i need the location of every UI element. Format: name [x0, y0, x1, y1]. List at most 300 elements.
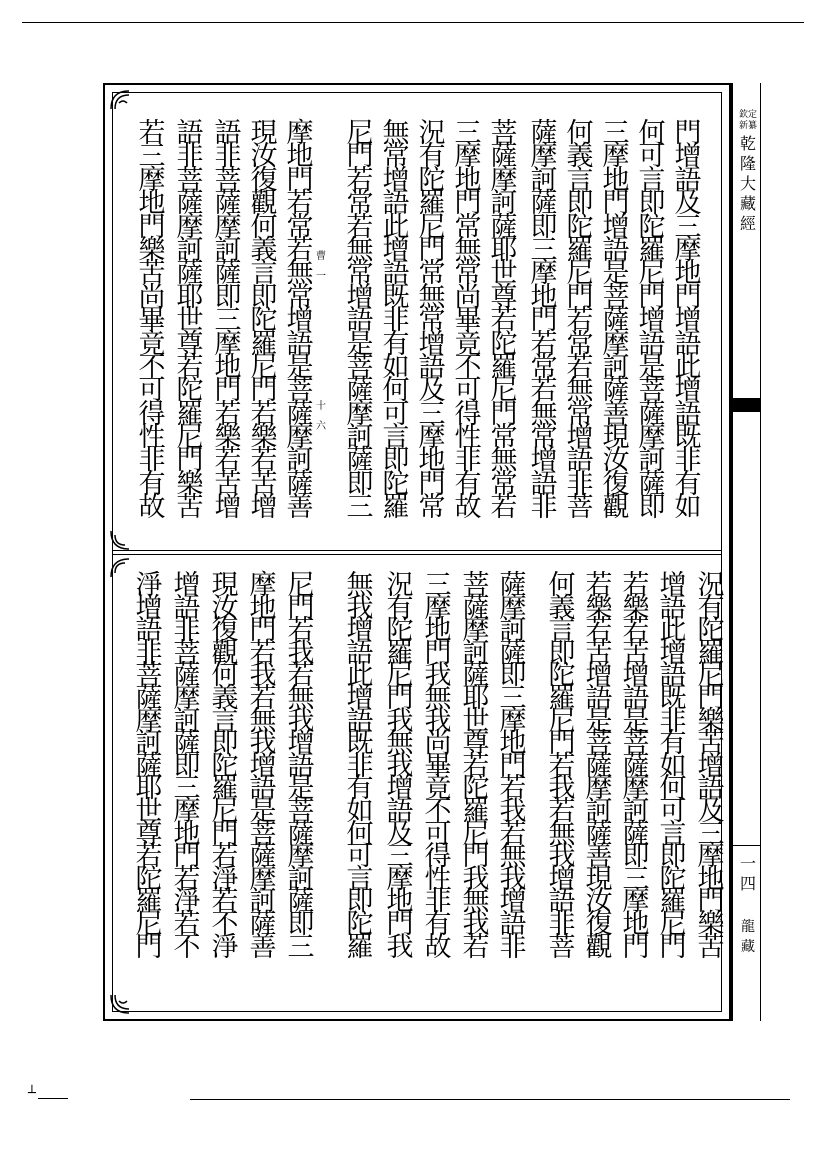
glyph: 有 [386, 592, 414, 624]
glyph: 曹 [316, 251, 326, 262]
glyph: 菩 [286, 375, 314, 407]
glyph: 是 [602, 258, 630, 290]
glyph: 大 [739, 174, 756, 193]
glyph: 我 [424, 660, 452, 692]
glyph: 若 [346, 164, 374, 196]
glyph: 既 [382, 281, 410, 313]
glyph: 摩 [602, 141, 630, 173]
glyph: 增 [697, 750, 725, 782]
glyph: 何 [211, 660, 239, 692]
text-column [211, 118, 245, 524]
glyph: 十 [316, 401, 326, 412]
glyph: 我 [386, 931, 414, 963]
text-column [671, 118, 705, 524]
glyph: 無 [424, 682, 452, 714]
glyph: 菩 [173, 637, 201, 669]
glyph: 不 [173, 931, 201, 963]
glyph: 三 [346, 492, 374, 524]
glyph: 尼 [135, 908, 163, 940]
glyph: 摩 [602, 328, 630, 360]
glyph: 淨 [173, 886, 201, 918]
glyph: 地 [530, 281, 558, 313]
glyph: 薩 [530, 118, 558, 149]
glyph: 何 [346, 818, 374, 850]
glyph: 觀 [585, 931, 613, 963]
text-column [284, 570, 318, 963]
glyph: 常 [454, 258, 482, 290]
bottom-rule [190, 1099, 790, 1100]
glyph: 若 [173, 863, 201, 895]
glyph: 摩 [138, 164, 166, 196]
glyph: 若 [622, 570, 650, 601]
glyph: 羅 [566, 234, 594, 266]
glyph: 增 [548, 863, 576, 895]
glyph: 門 [214, 375, 242, 407]
glyph: 摩 [622, 886, 650, 918]
glyph: 可 [659, 795, 687, 827]
glyph: 有 [138, 468, 166, 500]
glyph: 可 [346, 841, 374, 873]
glyph: 言 [250, 258, 278, 290]
glyph: 門 [638, 281, 666, 313]
glyph: 常 [418, 258, 446, 290]
glyph: 藏 [739, 194, 756, 213]
glyph: 摩 [490, 164, 518, 196]
glyph: 世 [135, 795, 163, 827]
glyph: 三 [530, 234, 558, 266]
glyph: 門 [250, 375, 278, 407]
glyph: 常 [286, 211, 314, 243]
glyph: 地 [499, 728, 527, 760]
glyph: 羅 [135, 886, 163, 918]
glyph: 即 [499, 660, 527, 692]
glyph: 不 [454, 351, 482, 383]
glyph: 我 [287, 637, 315, 669]
glyph: 尊 [135, 818, 163, 850]
glyph: 語 [176, 118, 204, 149]
glyph: 畢 [424, 750, 452, 782]
text-column [635, 118, 669, 524]
text-column [132, 570, 166, 963]
glyph: 增 [346, 281, 374, 313]
glyph: 增 [135, 592, 163, 624]
glyph: 經 [739, 214, 756, 233]
glyph: 即 [250, 281, 278, 313]
glyph: 善 [602, 398, 630, 430]
glyph: 菩 [566, 492, 594, 524]
glyph: 竟 [424, 773, 452, 805]
glyph: 非 [173, 615, 201, 647]
fishtail-mark [733, 398, 760, 412]
glyph: 摩 [638, 422, 666, 454]
glyph: 況 [418, 118, 446, 149]
glyph: 語 [286, 328, 314, 360]
glyph: 地 [386, 886, 414, 918]
glyph: 三 [424, 570, 452, 601]
glyph: 地 [249, 592, 277, 624]
glyph: 三 [418, 398, 446, 430]
glyph: 薩 [286, 398, 314, 430]
text-column [656, 570, 690, 963]
text-column [459, 570, 493, 963]
glyph: 摩 [530, 141, 558, 173]
glyph: 我 [249, 728, 277, 760]
text-column [619, 570, 653, 963]
glyph: 即 [214, 281, 242, 313]
glyph: 汝 [211, 592, 239, 624]
glyph: 語 [499, 908, 527, 940]
glyph: 薩 [638, 398, 666, 430]
glyph: 我 [462, 863, 490, 895]
glyph: 若 [585, 570, 613, 601]
glyph: 無 [418, 281, 446, 313]
glyph: 我 [499, 795, 527, 827]
glyph: 非 [346, 750, 374, 782]
glyph: 若 [499, 773, 527, 805]
glyph: 樂 [697, 705, 725, 737]
glyph: 陀 [462, 773, 490, 805]
glyph: 苦 [250, 468, 278, 500]
glyph: 即 [638, 188, 666, 220]
glyph: 地 [424, 615, 452, 647]
glyph: 畢 [138, 305, 166, 337]
glyph: 有 [674, 468, 702, 500]
glyph: 此 [659, 615, 687, 647]
glyph: 增 [382, 234, 410, 266]
glyph: 語 [622, 682, 650, 714]
glyph: 羅 [697, 637, 725, 669]
glyph: 無 [346, 234, 374, 266]
glyph: 有 [424, 908, 452, 940]
glyph: 是 [286, 351, 314, 383]
glyph: 摩 [286, 118, 314, 149]
glyph: 薩 [622, 818, 650, 850]
scan-edge-mark: ┴ [28, 1086, 36, 1101]
glyph: 既 [346, 728, 374, 760]
glyph: 何 [638, 118, 666, 149]
glyph: 門 [697, 682, 725, 714]
glyph: 若 [585, 615, 613, 647]
glyph: 既 [659, 682, 687, 714]
glyph: 薩 [173, 728, 201, 760]
glyph: 三 [697, 818, 725, 850]
text-column [582, 570, 616, 963]
glyph: 陀 [697, 615, 725, 647]
glyph: 得 [424, 841, 452, 873]
glyph: 增 [659, 637, 687, 669]
glyph: 增 [346, 682, 374, 714]
text-column [170, 570, 204, 963]
glyph: 有 [382, 328, 410, 360]
glyph: 薩 [530, 188, 558, 220]
glyph: 得 [454, 398, 482, 430]
glyph: 非 [659, 705, 687, 737]
glyph: 義 [211, 682, 239, 714]
glyph: 無 [346, 570, 374, 601]
glyph: 摩 [697, 841, 725, 873]
glyph: 菩 [602, 281, 630, 313]
glyph: 訶 [499, 615, 527, 647]
glyph: 無 [454, 234, 482, 266]
glyph: 一 [316, 271, 326, 282]
glyph: 不 [424, 795, 452, 827]
glyph: 我 [499, 863, 527, 895]
glyph: 訶 [622, 795, 650, 827]
glyph: 即 [287, 908, 315, 940]
glyph: 樂 [622, 592, 650, 624]
glyph: 訶 [173, 705, 201, 737]
glyph: 語 [697, 773, 725, 805]
text-column [694, 570, 728, 963]
glyph: 若 [499, 818, 527, 850]
glyph: 增 [530, 445, 558, 477]
glyph: 即 [622, 841, 650, 873]
glyph: 若 [211, 841, 239, 873]
glyph: 菩 [638, 375, 666, 407]
glyph: 可 [138, 375, 166, 407]
glyph: 常 [566, 328, 594, 360]
glyph: 語 [346, 637, 374, 669]
glyph: 菩 [214, 164, 242, 196]
glyph: 語 [530, 468, 558, 500]
glyph: 摩 [454, 141, 482, 173]
glyph: 增 [674, 375, 702, 407]
glyph: 語 [346, 305, 374, 337]
glyph: 可 [424, 818, 452, 850]
glyph: 增 [674, 305, 702, 337]
glyph: 語 [674, 328, 702, 360]
margin-rule [731, 83, 733, 1021]
glyph: 增 [173, 570, 201, 601]
glyph: 增 [622, 660, 650, 692]
glyph: 何 [548, 570, 576, 601]
glyph: 若 [135, 841, 163, 873]
glyph: 摩 [173, 795, 201, 827]
margin-rule [733, 845, 760, 846]
glyph: 摩 [499, 705, 527, 737]
glyph: 摩 [499, 592, 527, 624]
glyph: 藏 [741, 939, 755, 955]
glyph: 訶 [530, 164, 558, 196]
glyph: 如 [382, 351, 410, 383]
glyph: 陀 [490, 328, 518, 360]
glyph: 何 [566, 118, 594, 149]
glyph: 若 [138, 118, 166, 149]
glyph: 尼 [250, 351, 278, 383]
glyph: 常 [418, 492, 446, 524]
glyph: 非 [454, 445, 482, 477]
glyph: 尊 [176, 328, 204, 360]
glyph: 苦 [697, 728, 725, 760]
glyph: 門 [424, 637, 452, 669]
glyph: 尼 [386, 660, 414, 692]
glyph: 現 [250, 118, 278, 149]
glyph: 及 [697, 795, 725, 827]
glyph: 故 [424, 931, 452, 963]
glyph: 增 [286, 305, 314, 337]
glyph: 摩 [173, 682, 201, 714]
glyph: 菩 [585, 728, 613, 760]
glyph: 增 [346, 615, 374, 647]
glyph: 地 [454, 164, 482, 196]
glyph: 是 [638, 351, 666, 383]
glyph: 地 [214, 351, 242, 383]
glyph: 若 [250, 398, 278, 430]
glyph: 若 [530, 328, 558, 360]
glyph: 此 [346, 660, 374, 692]
margin-rule [760, 83, 761, 1021]
glyph: 尼 [638, 258, 666, 290]
glyph: 是 [346, 328, 374, 360]
glyph: 及 [386, 818, 414, 850]
glyph: 菩 [287, 795, 315, 827]
glyph: 況 [386, 570, 414, 601]
glyph: 陀 [176, 375, 204, 407]
glyph: 性 [424, 863, 452, 895]
glyph: 羅 [490, 351, 518, 383]
glyph: 復 [585, 908, 613, 940]
glyph: 畢 [454, 305, 482, 337]
fold-marker [314, 402, 328, 442]
glyph: 語 [346, 705, 374, 737]
glyph: 薩 [462, 592, 490, 624]
text-column [208, 570, 242, 963]
glyph: 門 [499, 750, 527, 782]
glyph: 我 [548, 841, 576, 873]
glyph: 非 [214, 141, 242, 173]
glyph: 非 [176, 141, 204, 173]
glyph: 語 [602, 234, 630, 266]
glyph: 尊 [462, 728, 490, 760]
text-column [343, 570, 377, 963]
glyph: 薩 [638, 468, 666, 500]
corner-ornament-icon [109, 993, 131, 1015]
glyph: 三 [499, 682, 527, 714]
glyph: 若 [548, 795, 576, 827]
glyph: 言 [566, 164, 594, 196]
glyph: 非 [138, 445, 166, 477]
glyph: 無 [548, 818, 576, 850]
glyph: 不 [211, 908, 239, 940]
glyph: 門 [697, 886, 725, 918]
glyph: 陀 [250, 305, 278, 337]
glyph: 訶 [638, 445, 666, 477]
glyph: 無 [530, 398, 558, 430]
glyph: 地 [674, 258, 702, 290]
glyph: 菩 [490, 118, 518, 149]
glyph: 三 [386, 841, 414, 873]
glyph: 摩 [286, 422, 314, 454]
glyph: 薩 [602, 375, 630, 407]
glyph: 薩 [249, 908, 277, 940]
glyph: 菩 [346, 351, 374, 383]
glyph: 陀 [548, 660, 576, 692]
glyph: 是 [249, 795, 277, 827]
glyph: 語 [287, 750, 315, 782]
glyph: 言 [659, 818, 687, 850]
glyph: 尼 [462, 818, 490, 850]
glyph: 可 [638, 141, 666, 173]
glyph: 常 [418, 305, 446, 337]
glyph: 若 [249, 637, 277, 669]
glyph: 陀 [135, 863, 163, 895]
glyph: 若 [286, 234, 314, 266]
glyph: 我 [462, 908, 490, 940]
glyph: 門 [622, 931, 650, 963]
glyph: 一 [739, 854, 756, 873]
text-column [487, 118, 521, 524]
glyph: 語 [135, 615, 163, 647]
text-column [599, 118, 633, 524]
glyph: 即 [566, 188, 594, 220]
glyph: 語 [566, 445, 594, 477]
glyph: 語 [638, 328, 666, 360]
glyph: 摩 [424, 592, 452, 624]
glyph: 苦 [622, 637, 650, 669]
glyph: 隆 [739, 154, 756, 173]
glyph: 薩 [176, 258, 204, 290]
glyph: 樂 [585, 592, 613, 624]
glyph: 地 [622, 908, 650, 940]
glyph: 言 [346, 863, 374, 895]
glyph: 摩 [249, 863, 277, 895]
glyph: 有 [346, 773, 374, 805]
glyph: 摩 [418, 422, 446, 454]
glyph: 尚 [454, 281, 482, 313]
glyph: 摩 [622, 773, 650, 805]
glyph: 觀 [250, 188, 278, 220]
glyph: 羅 [462, 795, 490, 827]
glyph: 三 [674, 211, 702, 243]
glyph: 尼 [287, 570, 315, 601]
glyph: 訶 [286, 445, 314, 477]
glyph: 汝 [585, 886, 613, 918]
glyph: 我 [386, 705, 414, 737]
glyph: 況 [697, 570, 725, 601]
collection-mark [737, 920, 759, 960]
glyph: 增 [249, 750, 277, 782]
glyph: 何 [382, 375, 410, 407]
text-column [343, 118, 377, 524]
glyph: 增 [287, 728, 315, 760]
glyph: 增 [250, 492, 278, 524]
glyph: 言 [211, 705, 239, 737]
glyph: 苦 [697, 931, 725, 963]
glyph: 故 [454, 492, 482, 524]
glyph: 是 [622, 705, 650, 737]
text-column [173, 118, 207, 524]
glyph: 陀 [659, 863, 687, 895]
glyph: 門 [674, 118, 702, 149]
glyph: 有 [697, 592, 725, 624]
glyph: 若 [548, 750, 576, 782]
edition-line: 欽定 [738, 110, 757, 120]
edition-line: 新纂 [738, 121, 757, 131]
glyph: 即 [638, 492, 666, 524]
glyph: 薩 [287, 886, 315, 918]
glyph: 訶 [602, 351, 630, 383]
glyph: 地 [418, 445, 446, 477]
glyph: 即 [211, 728, 239, 760]
glyph: 常 [382, 141, 410, 173]
glyph: 可 [454, 375, 482, 407]
glyph: 得 [138, 398, 166, 430]
glyph: 如 [659, 750, 687, 782]
glyph: 語 [674, 164, 702, 196]
glyph: 是 [585, 705, 613, 737]
glyph: 尊 [490, 281, 518, 313]
folio-marker [314, 252, 328, 292]
